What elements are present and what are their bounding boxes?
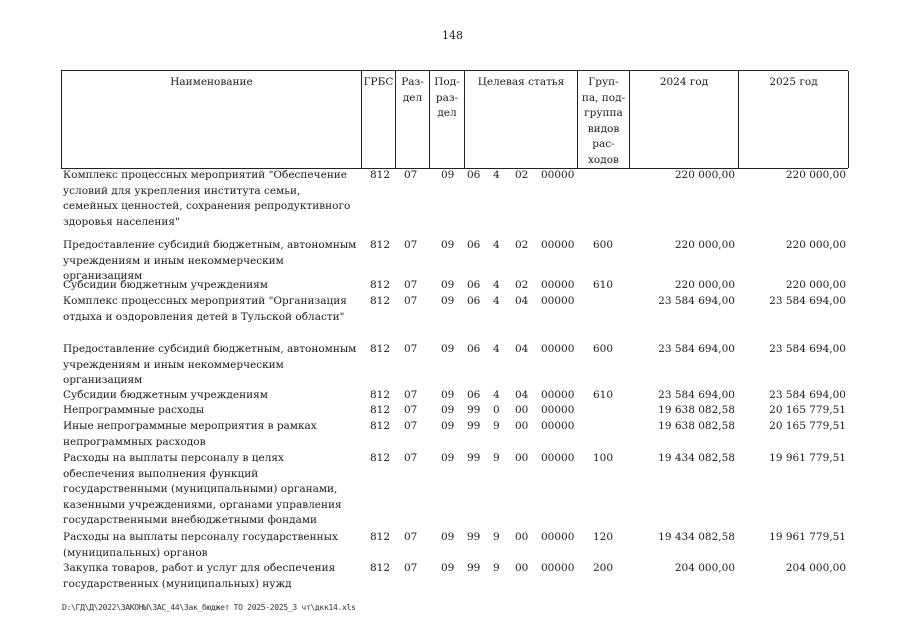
cell-y2025: 19 961 779,51 <box>769 531 846 543</box>
cell-name: Субсидии бюджетным учреждениям <box>63 389 268 401</box>
cell-vr: 600 <box>593 343 614 355</box>
cell-t2: 4 <box>493 279 500 291</box>
cell-y2024: 19 638 082,58 <box>658 420 735 432</box>
cell-t4: 00000 <box>541 562 575 574</box>
cell-t1: 99 <box>467 420 481 432</box>
cell-vr: 610 <box>593 279 614 291</box>
cell-y2025: 23 584 694,00 <box>769 389 846 401</box>
cell-t4: 00000 <box>541 169 575 181</box>
cell-pr: 09 <box>441 404 455 416</box>
cell-t4: 00000 <box>541 295 575 307</box>
header-2024: 2024 год <box>630 71 739 168</box>
cell-t4: 00000 <box>541 343 575 355</box>
cell-name: Непрограммные расходы <box>63 404 205 416</box>
cell-t4: 00000 <box>541 420 575 432</box>
cell-t1: 99 <box>467 562 481 574</box>
cell-pr: 09 <box>441 452 455 464</box>
cell-t2: 4 <box>493 343 500 355</box>
cell-t1: 06 <box>467 169 481 181</box>
cell-t2: 9 <box>493 531 500 543</box>
cell-grbs: 812 <box>370 389 391 401</box>
cell-y2024: 19 638 082,58 <box>658 404 735 416</box>
cell-name: Комплекс процессных мероприятий "Организация отдыха и оздоровления детей в Тульской области" <box>63 295 347 323</box>
cell-rz: 07 <box>404 169 418 181</box>
cell-y2024: 220 000,00 <box>674 279 735 291</box>
header-razdel: Раз- дел <box>396 71 430 168</box>
cell-t4: 00000 <box>541 404 575 416</box>
cell-y2024: 23 584 694,00 <box>658 389 735 401</box>
cell-t4: 00000 <box>541 279 575 291</box>
cell-name: Иные непрограммные мероприятия в рамках непрограммных расходов <box>63 420 317 448</box>
cell-t2: 9 <box>493 452 500 464</box>
cell-grbs: 812 <box>370 404 391 416</box>
cell-t4: 00000 <box>541 452 575 464</box>
cell-t1: 06 <box>467 389 481 401</box>
cell-y2024: 19 434 082,58 <box>658 452 735 464</box>
cell-t3: 04 <box>515 343 529 355</box>
cell-name: Закупка товаров, работ и услуг для обеспечения государственных (муниципальных) нужд <box>63 562 336 590</box>
cell-grbs: 812 <box>370 279 391 291</box>
cell-rz: 07 <box>404 239 418 251</box>
cell-y2025: 220 000,00 <box>785 169 846 181</box>
cell-t2: 9 <box>493 562 500 574</box>
cell-rz: 07 <box>404 452 418 464</box>
cell-t3: 00 <box>515 404 529 416</box>
cell-pr: 09 <box>441 531 455 543</box>
cell-t3: 00 <box>515 452 529 464</box>
cell-pr: 09 <box>441 239 455 251</box>
cell-t2: 0 <box>493 404 500 416</box>
cell-grbs: 812 <box>370 343 391 355</box>
cell-t2: 4 <box>493 295 500 307</box>
cell-t4: 00000 <box>541 389 575 401</box>
cell-t1: 06 <box>467 343 481 355</box>
header-2025: 2025 год <box>739 71 849 168</box>
cell-t1: 06 <box>467 295 481 307</box>
cell-y2025: 19 961 779,51 <box>769 452 846 464</box>
cell-pr: 09 <box>441 420 455 432</box>
cell-grbs: 812 <box>370 531 391 543</box>
cell-pr: 09 <box>441 279 455 291</box>
cell-name: Расходы на выплаты персоналу в целях обеспечения выполнения функций государственными (муниципальными) органами, казенными учреждениями, органами управления государственными внебюджетными фондами <box>63 452 342 527</box>
cell-vr: 200 <box>593 562 614 574</box>
cell-t3: 00 <box>515 531 529 543</box>
cell-y2025: 20 165 779,51 <box>769 404 846 416</box>
header-group: Груп- па, под- группа видов рас- ходов <box>578 71 630 168</box>
cell-rz: 07 <box>404 295 418 307</box>
table-header <box>61 70 848 169</box>
cell-t3: 02 <box>515 279 529 291</box>
cell-vr: 600 <box>593 239 614 251</box>
cell-vr: 120 <box>593 531 614 543</box>
cell-y2024: 19 434 082,58 <box>658 531 735 543</box>
cell-t2: 9 <box>493 420 500 432</box>
cell-y2025: 220 000,00 <box>785 279 846 291</box>
cell-grbs: 812 <box>370 295 391 307</box>
cell-t1: 06 <box>467 279 481 291</box>
cell-y2024: 220 000,00 <box>674 169 735 181</box>
cell-pr: 09 <box>441 169 455 181</box>
file-path: D:\ГД\Д\2022\ЗАКОНЫ\ЗАС_44\Зак_бюджет ТО 2025-2025_3 чт\дкк14.xls <box>62 603 356 612</box>
header-name: Наименование <box>62 71 362 168</box>
cell-rz: 07 <box>404 404 418 416</box>
cell-t1: 99 <box>467 452 481 464</box>
cell-rz: 07 <box>404 562 418 574</box>
header-grbs: ГРБС <box>362 71 396 168</box>
cell-y2024: 23 584 694,00 <box>658 343 735 355</box>
header-target: Целевая статья <box>465 71 578 168</box>
cell-t4: 00000 <box>541 239 575 251</box>
cell-t2: 4 <box>493 389 500 401</box>
cell-t1: 06 <box>467 239 481 251</box>
cell-t3: 00 <box>515 562 529 574</box>
cell-y2025: 23 584 694,00 <box>769 343 846 355</box>
cell-vr: 610 <box>593 389 614 401</box>
cell-pr: 09 <box>441 389 455 401</box>
cell-y2024: 23 584 694,00 <box>658 295 735 307</box>
cell-rz: 07 <box>404 389 418 401</box>
cell-rz: 07 <box>404 343 418 355</box>
cell-pr: 09 <box>441 295 455 307</box>
cell-y2025: 204 000,00 <box>785 562 846 574</box>
cell-t2: 4 <box>493 169 500 181</box>
cell-grbs: 812 <box>370 420 391 432</box>
cell-t3: 02 <box>515 169 529 181</box>
cell-t3: 04 <box>515 295 529 307</box>
header-podrazdel: Под- раз- дел <box>430 71 465 168</box>
cell-name: Комплекс процессных мероприятий "Обеспечение условий для укрепления института семьи, семейных ценностей, сохранения репродуктивного здоровья населения" <box>63 169 351 228</box>
cell-t3: 02 <box>515 239 529 251</box>
cell-y2024: 220 000,00 <box>674 239 735 251</box>
cell-name: Субсидии бюджетным учреждениям <box>63 279 268 291</box>
cell-y2025: 20 165 779,51 <box>769 420 846 432</box>
cell-t2: 4 <box>493 239 500 251</box>
cell-grbs: 812 <box>370 562 391 574</box>
cell-grbs: 812 <box>370 452 391 464</box>
cell-vr: 100 <box>593 452 614 464</box>
cell-t4: 00000 <box>541 531 575 543</box>
cell-pr: 09 <box>441 343 455 355</box>
cell-rz: 07 <box>404 279 418 291</box>
budget-table <box>61 70 848 590</box>
page-number: 148 <box>442 29 463 42</box>
cell-grbs: 812 <box>370 169 391 181</box>
cell-name: Расходы на выплаты персоналу государственных (муниципальных) органов <box>63 531 338 559</box>
cell-name: Предоставление субсидий бюджетным, автономным учреждениям и иным некоммерческим организациям <box>63 343 357 387</box>
cell-y2025: 23 584 694,00 <box>769 295 846 307</box>
cell-t3: 04 <box>515 389 529 401</box>
cell-rz: 07 <box>404 531 418 543</box>
cell-pr: 09 <box>441 562 455 574</box>
cell-t3: 00 <box>515 420 529 432</box>
cell-t1: 99 <box>467 531 481 543</box>
cell-grbs: 812 <box>370 239 391 251</box>
cell-name: Предоставление субсидий бюджетным, автономным учреждениям и иным некоммерческим организациям <box>63 239 357 283</box>
cell-rz: 07 <box>404 420 418 432</box>
cell-y2025: 220 000,00 <box>785 239 846 251</box>
cell-t1: 99 <box>467 404 481 416</box>
cell-y2024: 204 000,00 <box>674 562 735 574</box>
